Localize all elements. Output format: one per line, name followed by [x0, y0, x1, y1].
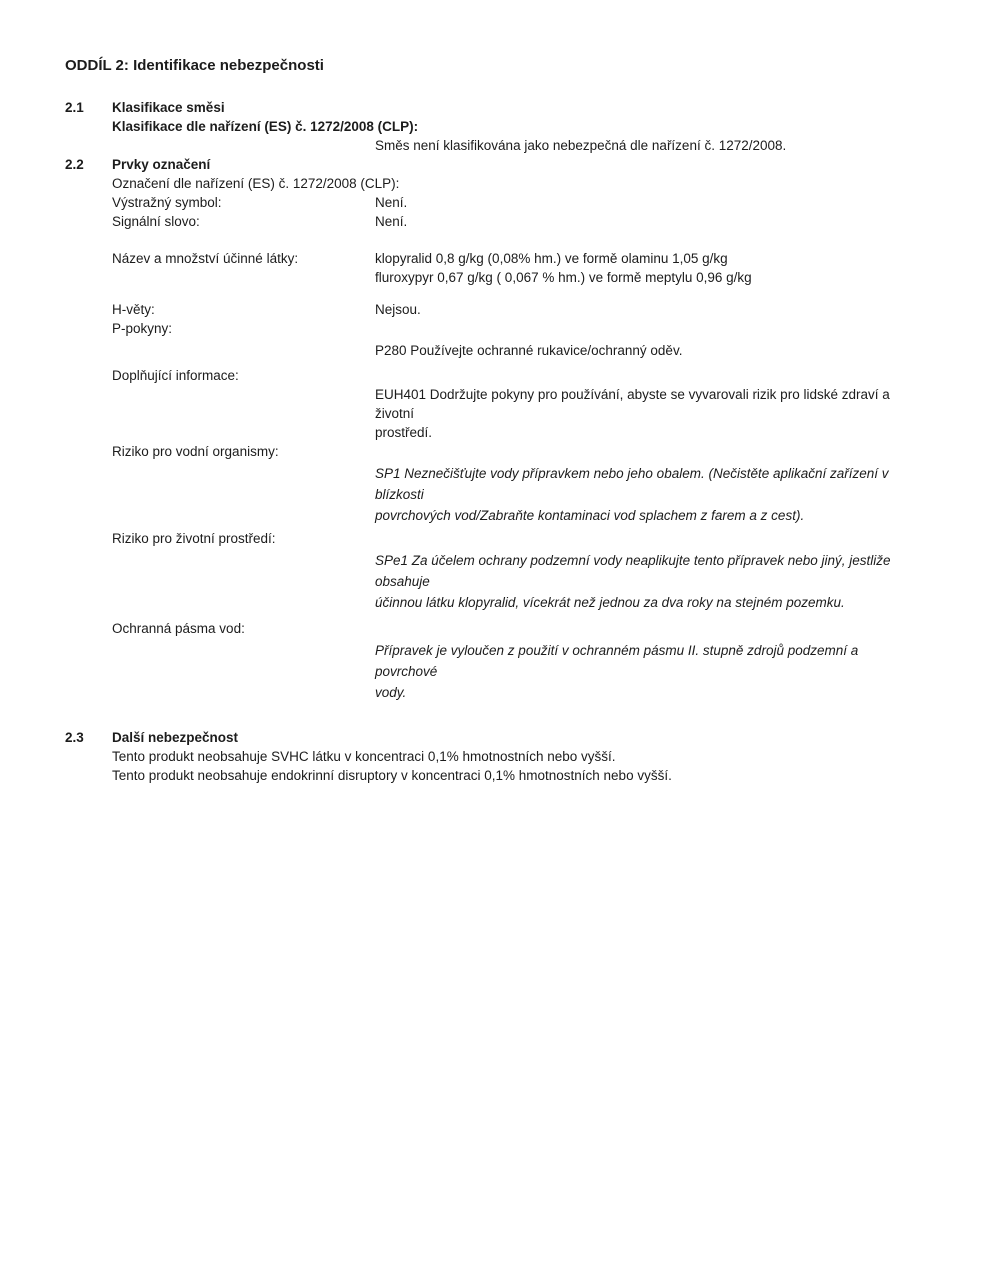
aquatic-risk-line: SP1 Neznečišťujte vody přípravkem nebo jeho obalem. (Nečistěte aplikační zařízení v blízkosti	[375, 466, 889, 502]
field-label: Výstražný symbol:	[112, 195, 222, 210]
field-value: Není.	[375, 195, 408, 210]
environment-risk-line: účinnou látku klopyralid, vícekrát než jednou za dva roky na stejném pozemku.	[375, 595, 845, 610]
field-value	[375, 249, 923, 287]
field-warning-symbol	[112, 193, 923, 212]
field-label: Riziko pro životní prostředí:	[112, 531, 276, 546]
aquatic-risk-line: povrchových vod/Zabraňte kontaminaci vod splachem z farem a z cest).	[375, 508, 805, 523]
section-2-3-heading: Další nebezpečnost	[112, 730, 239, 745]
section-2-3	[65, 728, 923, 785]
field-value	[375, 463, 923, 526]
field-label: P-pokyny:	[112, 321, 173, 336]
field-value	[375, 640, 923, 703]
classification-regulation-label: Klasifikace dle nařízení (ES) č. 1272/2008 (CLP):	[112, 119, 419, 134]
document-body	[65, 56, 923, 785]
other-hazards-line: Tento produkt neobsahuje SVHC látku v koncentraci 0,1% hmotnostních nebo vyšší.	[112, 749, 616, 764]
field-value	[375, 385, 923, 442]
section-2-1-heading: Klasifikace směsi	[112, 100, 225, 115]
section-number: 2.1	[65, 100, 84, 115]
field-water-protection-zones	[112, 619, 923, 703]
field-label: Signální slovo:	[112, 214, 200, 229]
field-active-substance	[112, 249, 923, 287]
supplementary-line: EUH401 Dodržujte pokyny pro používání, abyste se vyvarovali rizik pro lidské zdraví a životní	[375, 387, 890, 421]
field-environment-risk	[112, 529, 923, 613]
field-value: Nejsou.	[375, 302, 421, 317]
section-2-title: ODDÍL 2: Identifikace nebezpečnosti	[65, 57, 324, 74]
field-aquatic-risk	[112, 442, 923, 526]
section-number: 2.2	[65, 157, 84, 172]
section-2-2	[65, 155, 923, 703]
field-label: H-věty:	[112, 302, 155, 317]
field-label: Doplňující informace:	[112, 368, 239, 383]
field-p-statements	[112, 319, 923, 360]
environment-risk-line: SPe1 Za účelem ochrany podzemní vody neaplikujte tento přípravek nebo jiný, jestliže obsahuje	[375, 553, 891, 589]
field-label: Název a množství účinné látky:	[112, 251, 299, 266]
section-2-2-heading: Prvky označení	[112, 157, 211, 172]
water-zone-line: vody.	[375, 685, 407, 700]
field-value: P280 Používejte ochranné rukavice/ochranný oděv.	[375, 343, 683, 358]
field-label: Riziko pro vodní organismy:	[112, 444, 279, 459]
water-zone-line: Přípravek je vyloučen z použití v ochranném pásmu II. stupně zdrojů podzemní a povrchové	[375, 643, 859, 679]
active-substance-line: fluroxypyr 0,67 g/kg ( 0,067 % hm.) ve formě meptylu 0,96 g/kg	[375, 270, 752, 285]
field-h-statements	[112, 300, 923, 319]
field-signal-word	[112, 212, 923, 231]
field-value: Není.	[375, 214, 408, 229]
active-substance-line: klopyralid 0,8 g/kg (0,08% hm.) ve formě olaminu 1,05 g/kg	[375, 251, 728, 266]
field-label: Ochranná pásma vod:	[112, 621, 245, 636]
section-number: 2.3	[65, 730, 84, 745]
field-value	[375, 550, 923, 613]
section-2-1	[65, 98, 923, 155]
supplementary-line: prostředí.	[375, 425, 433, 440]
labelling-regulation-label: Označení dle nařízení (ES) č. 1272/2008 (CLP):	[112, 176, 400, 191]
classification-statement: Směs není klasifikována jako nebezpečná dle nařízení č. 1272/2008.	[375, 138, 787, 153]
field-supplementary-info	[112, 366, 923, 442]
other-hazards-line: Tento produkt neobsahuje endokrinní disruptory v koncentraci 0,1% hmotnostních nebo vyšší.	[112, 768, 672, 783]
